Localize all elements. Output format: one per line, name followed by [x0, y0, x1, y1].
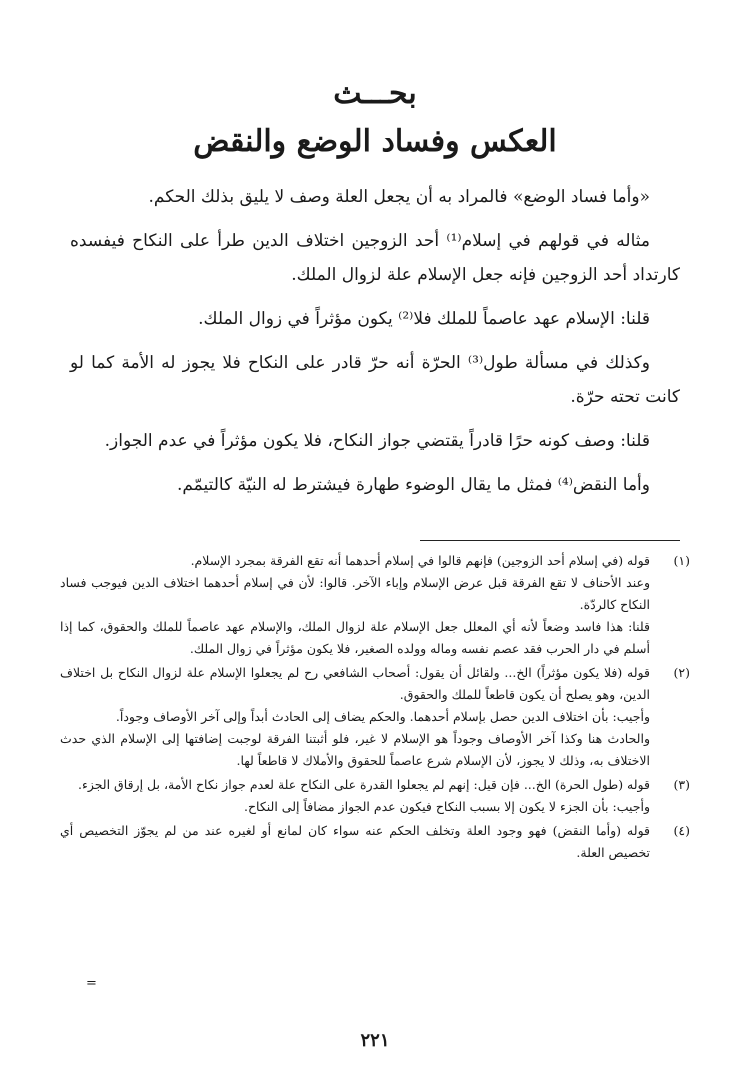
footnote-text: قوله (فلا يكون مؤثراً) الخ... ولقائل أن يقول: أصحاب الشافعي رح لم يجعلوا الإسلام علة لزوال النكاح بل اختلاف الدين، وهو يصلح أن يكون قاطعاً للملك والحقوق.: [60, 665, 650, 702]
footnote-number: (١): [673, 553, 690, 568]
footnote-number: (٣): [673, 777, 690, 792]
paragraph: مثاله في قولهم في إسلام⁽¹⁾ أحد الزوجين اختلاف الدين طرأ على النكاح فيفسده كارتداد أحد الزوجين فإنه جعل الإسلام علة لزوال الملك.: [70, 231, 680, 285]
footnote-text: وعند الأحناف لا تقع الفرقة قبل عرض الإسلام وإباء الآخر. قالوا: لأن في إسلام أحدهما اختلاف الدين فيوجب فساد النكاح كالردّة.: [60, 575, 650, 612]
continuation-mark: =: [86, 976, 97, 991]
section-label: بحـــث: [333, 76, 417, 111]
footnote: [60, 774, 690, 818]
footnote-text: قوله (طول الحرة) الخ... فإن قيل: إنهم لم يجعلوا القدرة على النكاح علة لعدم جواز نكاح الأمة، بل إرقاق الجزء.: [77, 777, 650, 792]
footnote-text: وأجيب: بأن اختلاف الدين حصل بإسلام أحدهما. والحكم يضاف إلى الحادث أبداً وإلى آخر الأوصاف وجوداً.: [115, 709, 650, 724]
footnotes: [60, 550, 690, 866]
footnote: [60, 662, 690, 772]
paragraph: «وأما فساد الوضع» فالمراد به أن يجعل العلة وصف لا يليق بذلك الحكم.: [148, 187, 650, 207]
footnote-text: قوله (في إسلام أحد الزوجين) فإنهم قالوا في إسلام أحدهما أنه تقع الفرقة بمجرد الإسلام.: [190, 553, 650, 568]
footnote: [60, 550, 690, 660]
footnote-text: قوله (وأما النقض) فهو وجود العلة وتخلف الحكم عنه سواء كان لمانع أو لغيره عند من لم يجوّز التخصيص أي تخصيص العلة.: [60, 823, 650, 860]
footnote-text: وأجيب: بأن الجزء لا يكون إلا بسبب النكاح فيكون عدم الجواز مضافاً إلى النكاح.: [244, 799, 650, 814]
footnote-text: والحادث هنا وكذا آخر الأوصاف وجوداً هو الإسلام لا غير، فلو أثبتنا الفرقة لوجبت إضافتها إلى الإسلام الذي حدث الاختلاف به، وذلك لا يجوز، لأن الإسلام شرع عاصماً للحقوق والأملاك لا قاطعاً لها.: [60, 731, 650, 768]
footnote-text: قلنا: هذا فاسد وضعاً لأنه أي المعلل جعل الإسلام علة لزوال الملك، والإسلام عهد عاصماً للملك والحقوق، كما إذا أسلم في دار الحرب فقد عصم نفسه وماله وولده الصغير، فلا يكون مؤثراً في زوال الملك.: [60, 619, 650, 656]
footnote-body: [60, 550, 650, 660]
footnote-body: [60, 820, 650, 864]
paragraph: وكذلك في مسألة طول⁽³⁾ الحرّة أنه حرّ قادر على النكاح فلا يجوز له الأمة كما لو كانت تحته حرّة.: [70, 353, 680, 407]
footnote-body: [60, 774, 650, 818]
footnote-number: (٢): [673, 665, 690, 680]
footnote-body: [60, 662, 650, 772]
footnote-number: (٤): [673, 823, 690, 838]
paragraph: قلنا: وصف كونه حرًا قادراً يقتضي جواز النكاح، فلا يكون مؤثراً في عدم الجواز.: [104, 431, 650, 451]
footnote-divider: [420, 540, 680, 541]
paragraph: قلنا: الإسلام عهد عاصماً للملك فلا⁽²⁾ يكون مؤثراً في زوال الملك.: [198, 309, 650, 329]
main-text: [70, 180, 680, 512]
paragraph: وأما النقض⁽⁴⁾ فمثل ما يقال الوضوء طهارة فيشترط له النيّة كالتيمّم.: [176, 475, 650, 495]
page-title: العكس وفساد الوضع والنقض: [193, 124, 557, 159]
footnote: [60, 820, 690, 864]
page-number: ٢٢١: [360, 1030, 390, 1051]
